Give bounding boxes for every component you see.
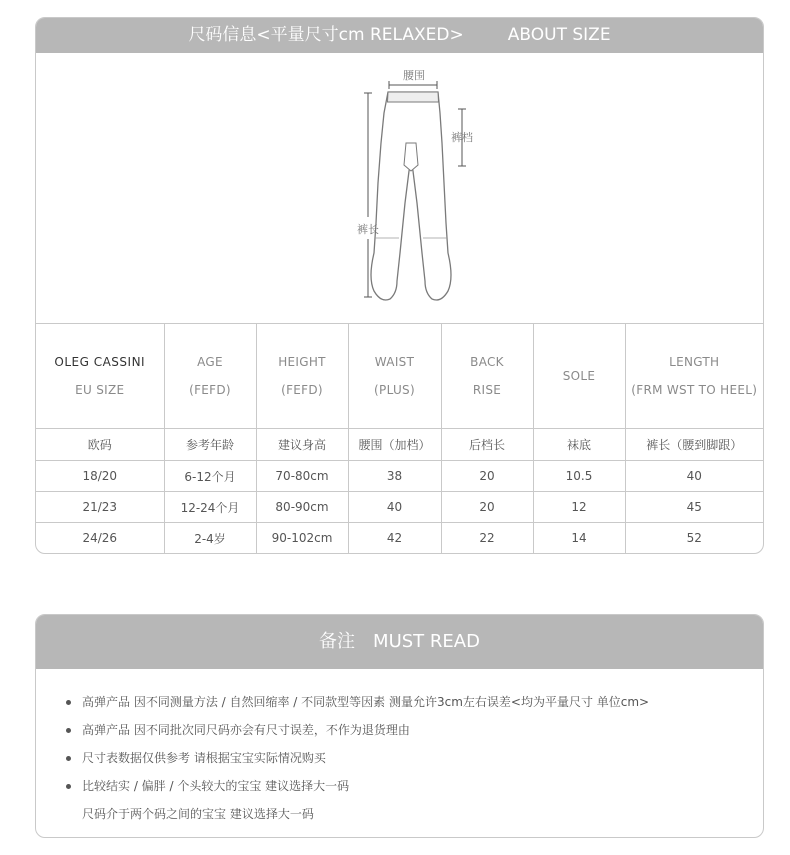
cn-header-cell: 参考年龄	[164, 429, 256, 461]
tights-outline	[371, 92, 451, 300]
list-item: 高弹产品 因不同测量方法 / 自然回缩率 / 不同款型等因素 测量允许3cm左右误差<均为平量尺寸 单位cm>	[82, 688, 763, 716]
cn-header-cell: 欧码	[36, 429, 164, 461]
size-info-panel	[35, 17, 764, 554]
header-eu-size: OLEG CASSINI EU SIZE	[36, 324, 164, 429]
table-cn-header-row	[36, 429, 763, 461]
list-item: 比较结实 / 偏胖 / 个头较大的宝宝 建议选择大一码	[82, 772, 763, 800]
list-item-continuation: 尺码介于两个码之间的宝宝 建议选择大一码	[82, 807, 314, 821]
header-height: HEIGHT (FEFD)	[256, 324, 348, 429]
notes-panel	[35, 614, 764, 838]
table-cell: 2-4岁	[164, 523, 256, 554]
table-cell: 52	[686, 531, 702, 545]
list-item: 高弹产品 因不同批次同尺码亦会有尺寸误差，不作为退货理由	[82, 716, 763, 744]
table-cell: 90-102cm	[256, 523, 348, 554]
table-cell: 22	[441, 523, 533, 554]
table-cell: 10.5	[533, 461, 625, 492]
table-cell: 45	[625, 492, 763, 523]
table-cell: 80-90cm	[256, 492, 348, 523]
table-cell: 40	[348, 492, 441, 523]
header-length: LENGTH (FRM WST TO HEEL)	[625, 324, 763, 429]
table-header-row	[36, 324, 763, 429]
size-table	[36, 324, 763, 553]
cn-header-cell: 裤长（腰到脚跟）	[625, 429, 763, 461]
table-cell: 38	[348, 461, 441, 492]
table-row	[36, 461, 763, 492]
header-sole: SOLE	[533, 324, 625, 429]
notes-title-en: MUST READ	[373, 631, 480, 652]
size-title-cn: 尺码信息<平量尺寸cm RELAXED>	[188, 25, 464, 45]
cn-header-cell: 袜底	[533, 429, 625, 461]
header-back-rise: BACK RISE	[441, 324, 533, 429]
table-cell: 21/23	[36, 492, 164, 523]
table-cell: 12-24个月	[164, 492, 256, 523]
cn-header-cell: 腰围（加档）	[348, 429, 441, 461]
waist-label: 腰围	[403, 69, 425, 82]
notes-list	[36, 669, 763, 828]
size-title-en: ABOUT SIZE	[507, 25, 611, 45]
notes-title-cn: 备注	[319, 631, 356, 652]
table-row	[36, 492, 763, 523]
header-age: AGE (FEFD)	[164, 324, 256, 429]
list-item: 尺寸表数据仅供参考 请根据宝宝实际情况购买	[82, 744, 763, 772]
table-cell: 20	[441, 461, 533, 492]
header-waist: WAIST (PLUS)	[348, 324, 441, 429]
size-info-header	[36, 18, 763, 53]
table-cell: 20	[441, 492, 533, 523]
table-cell: 70-80cm	[256, 461, 348, 492]
table-cell: 24/26	[36, 523, 164, 554]
tights-diagram	[36, 53, 763, 324]
table-cell: 18/20	[36, 461, 164, 492]
table-cell: 6-12个月	[164, 461, 256, 492]
tights-illustration	[36, 53, 763, 323]
table-row	[36, 523, 763, 554]
table-cell: 40	[625, 461, 763, 492]
table-cell: 42	[348, 523, 441, 554]
cn-header-cell: 建议身高	[256, 429, 348, 461]
table-cell: 14	[533, 523, 625, 554]
length-label: 裤长	[357, 223, 379, 236]
cn-header-cell: 后档长	[441, 429, 533, 461]
rise-label: 裤档	[451, 131, 473, 144]
table-cell: 12	[533, 492, 625, 523]
notes-header	[36, 615, 763, 669]
